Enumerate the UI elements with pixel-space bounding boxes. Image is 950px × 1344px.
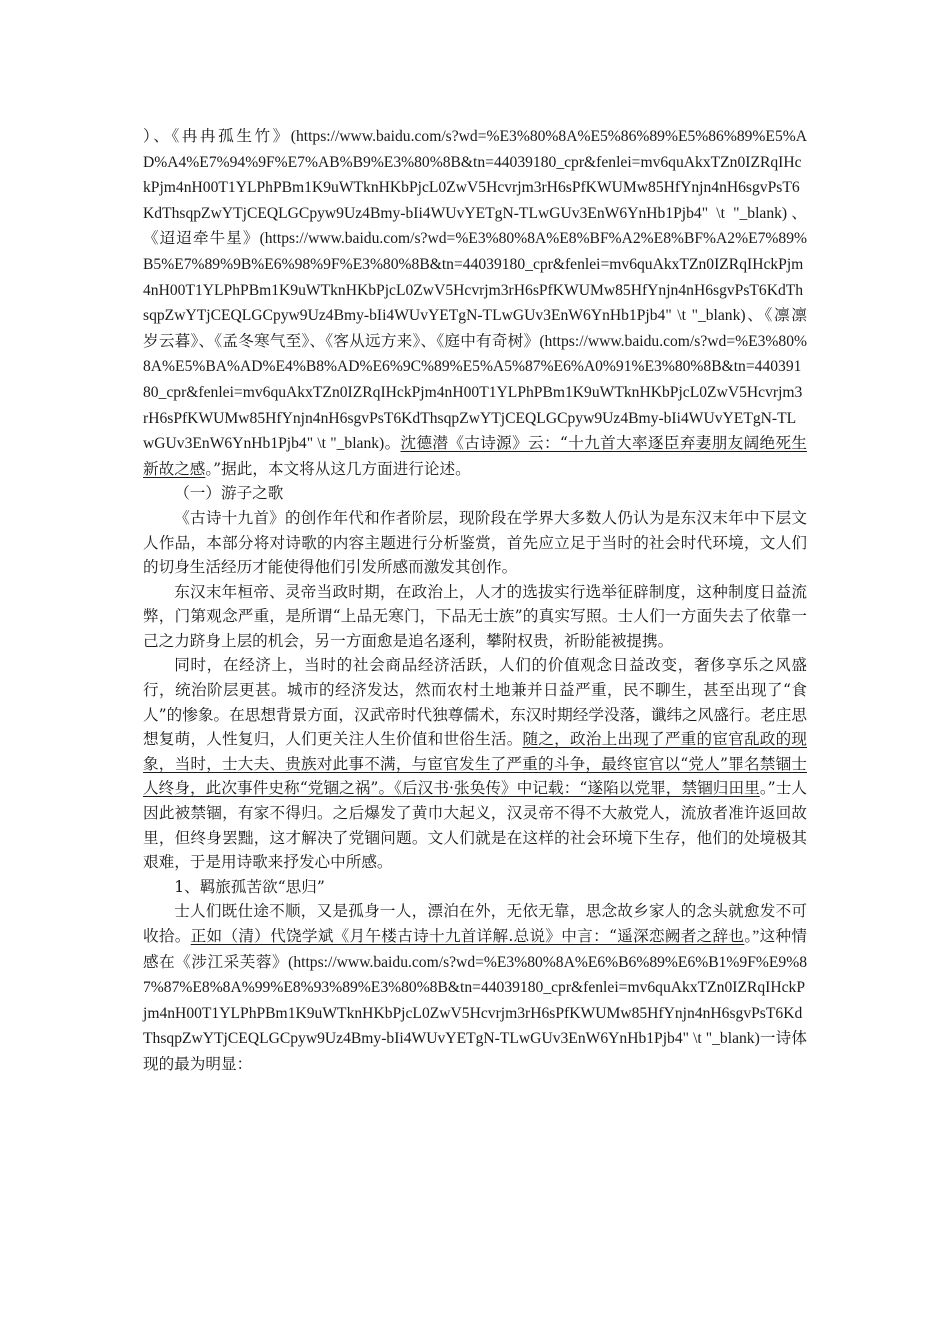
paragraph-intro: 《古诗十九首》的创作年代和作者阶层，现阶段在学界大多数人仍认为是东汉末年中下层文人作品，本部分将对诗歌的内容主题进行分析鉴赏，首先应立足于当时的社会时代环境，文人们的切身生活经历才能使得他们引发所感而激发其创作。 — [143, 508, 807, 577]
paragraph-homesick — [143, 899, 807, 1077]
paragraph-economy-text: 同时，在经济上，当时的社会商品经济活跃，人们的价值观念日益改变，奢侈享乐之风盛行，统治阶层更甚。城市的经济发达，然而农村土地兼并日益严重，民不聊生，甚至出现了“食人”的惨象。在思想背景方面，汉武帝时代独尊儒术，东汉时期经学没落，谶纬之风盛行。老庄思想复萌，人性复归，人们更关注人生价值和世俗生活。 — [143, 656, 807, 749]
section-heading-wanderer-song: （一）游子之歌 — [174, 484, 284, 503]
paragraph-homesick-text: 士人们既仕途不顺，又是孤身一人，漂泊在外，无依无靠，思念故乡家人的念头就愈发不可收拾。 — [143, 902, 807, 945]
poem-list-with-links: ）、《冉冉孤生竹》(https://www.baidu.com/s?wd=%E3%80%8A%E5%86%89%E5%86%89%E5%AD%A4%E7%94%9F%E7%AB%B9%E3%80%8B&tn=44039180_cpr&fenlei=mv6quAkxTZn0IZRqIHckPjm4nH00T1YLPhPBm1K9uWTknHKbPjcL0ZwV5Hcvrjm3rH6sPfKWUMw85HfYnjn4nH6sgvPsT6KdThsqpZwYTjCEQLGCpyw9Uz4Bmy-bIi4WUvYETgN-TLwGUv3EnW6YnHb1Pjb4" \t "_blank)、《迢迢牵牛星》(https://www.baidu.com/s?wd=%E3%80%8A%E8%BF%A2%E8%BF%A2%E7%89%B5%E7%89%9B%E6%98%9F%E3%80%8B&tn=44039180_cpr&fenlei=mv6quAkxTZn0IZRqIHckPjm4nH00T1YLPhPBm1K9uWTknHKbPjcL0ZwV5Hcvrjm3rH6sPfKWUMw85HfYnjn4nH6sgvPsT6KdThsqpZwYTjCEQLGCpyw9Uz4Bmy-bIi4WUvYETgN-TLwGUv3EnW6YnHb1Pjb4" \t "_blank)、《凛凛岁云暮》、《孟冬寒气至》、《客从远方来》、《庭中有奇树》(https://www.baidu.com/s?wd=%E3%80%8A%E5%BA%AD%E4%B8%AD%E6%9C%89%E5%A5%87%E6%A0%91%E3%80%8B&tn=44039180_cpr&fenlei=mv6quAkxTZn0IZRqIHckPjm4nH00T1YLPhPBm1K9uWTknHKbPjcL0ZwV5Hcvrjm3rH6sPfKWUMw85HfYnjn4nH6sgvPsT6KdThsqpZwYTjCEQLGCpyw9Uz4Bmy-bIi4WUvYETgN-TLwGUv3EnW6YnHb1Pjb4" \t "_blank)。 — [143, 128, 807, 453]
quote-shen-deqian: 沈德潜《古诗源》云：“十九首大率逐臣弃妻朋友阔绝死生新故之感 — [143, 434, 807, 478]
underlined-danggu-passage: 随之，政治上出现了严重的宦官乱政的现象，当时，士大夫、贵族对此事不满，与宦官发生了严重的斗争，最终宦官以“党人”罪名禁锢士人终身，此次事件史称“党锢之祸”。《后汉书·张奂传》中记载：“遂陷以党罪，禁锢归田里 — [143, 730, 807, 798]
paragraph-politics: 东汉末年桓帝、灵帝当政时期，在政治上，人才的选拔实行选举征辟制度，这种制度日益流弊，门第观念严重，是所谓“上品无寒门，下品无士族”的真实写照。士人们一方面失去了依靠一己之力跻身上层的机会，另一方面愈是追名逐利，攀附权贵，祈盼能被提携。 — [143, 582, 807, 650]
paragraph-economy-tail: 。”士人因此被禁锢，有家不得归。之后爆发了黄巾大起义，汉灵帝不得不大赦党人，流放者准许返回故里，但终身罢黜，这才解决了党锢问题。文人们就是在这样的社会环境下生存，他们的处境极其艰难，于是用诗歌来抒发心中所感。 — [143, 779, 807, 872]
document-page — [143, 124, 807, 1078]
paragraph-poem-list — [143, 124, 807, 481]
paragraph-tail: 。”据此，本文将从这几方面进行论述。 — [205, 459, 471, 478]
quote-rao-xuebin: 正如（清）代饶学斌《月午楼古诗十九首详解.总说》中言：“遥深恋阙者之辞也 — [190, 927, 745, 945]
subheading-homesick: 1、羁旅孤苦欲“思归” — [174, 877, 325, 896]
paragraph-economy — [143, 653, 807, 874]
paragraph-homesick-tail: 。”这种情感在《涉江采芙蓉》(https://www.baidu.com/s?wd=%E3%80%8A%E6%B6%89%E6%B1%9F%E9%87%87%E8%8A%99%E8%93%89%E3%80%8B&tn=44039180_cpr&fenlei=mv6quAkxTZn0IZRqIHckPjm4nH00T1YLPhPBm1K9uWTknHKbPjcL0ZwV5Hcvrjm3rH6sPfKWUMw85HfYnjn4nH6sgvPsT6KdThsqpZwYTjCEQLGCpyw9Uz4Bmy-bIi4WUvYETgN-TLwGUv3EnW6YnHb1Pjb4" \t "_blank)一诗体现的最为明显： — [143, 928, 807, 1073]
